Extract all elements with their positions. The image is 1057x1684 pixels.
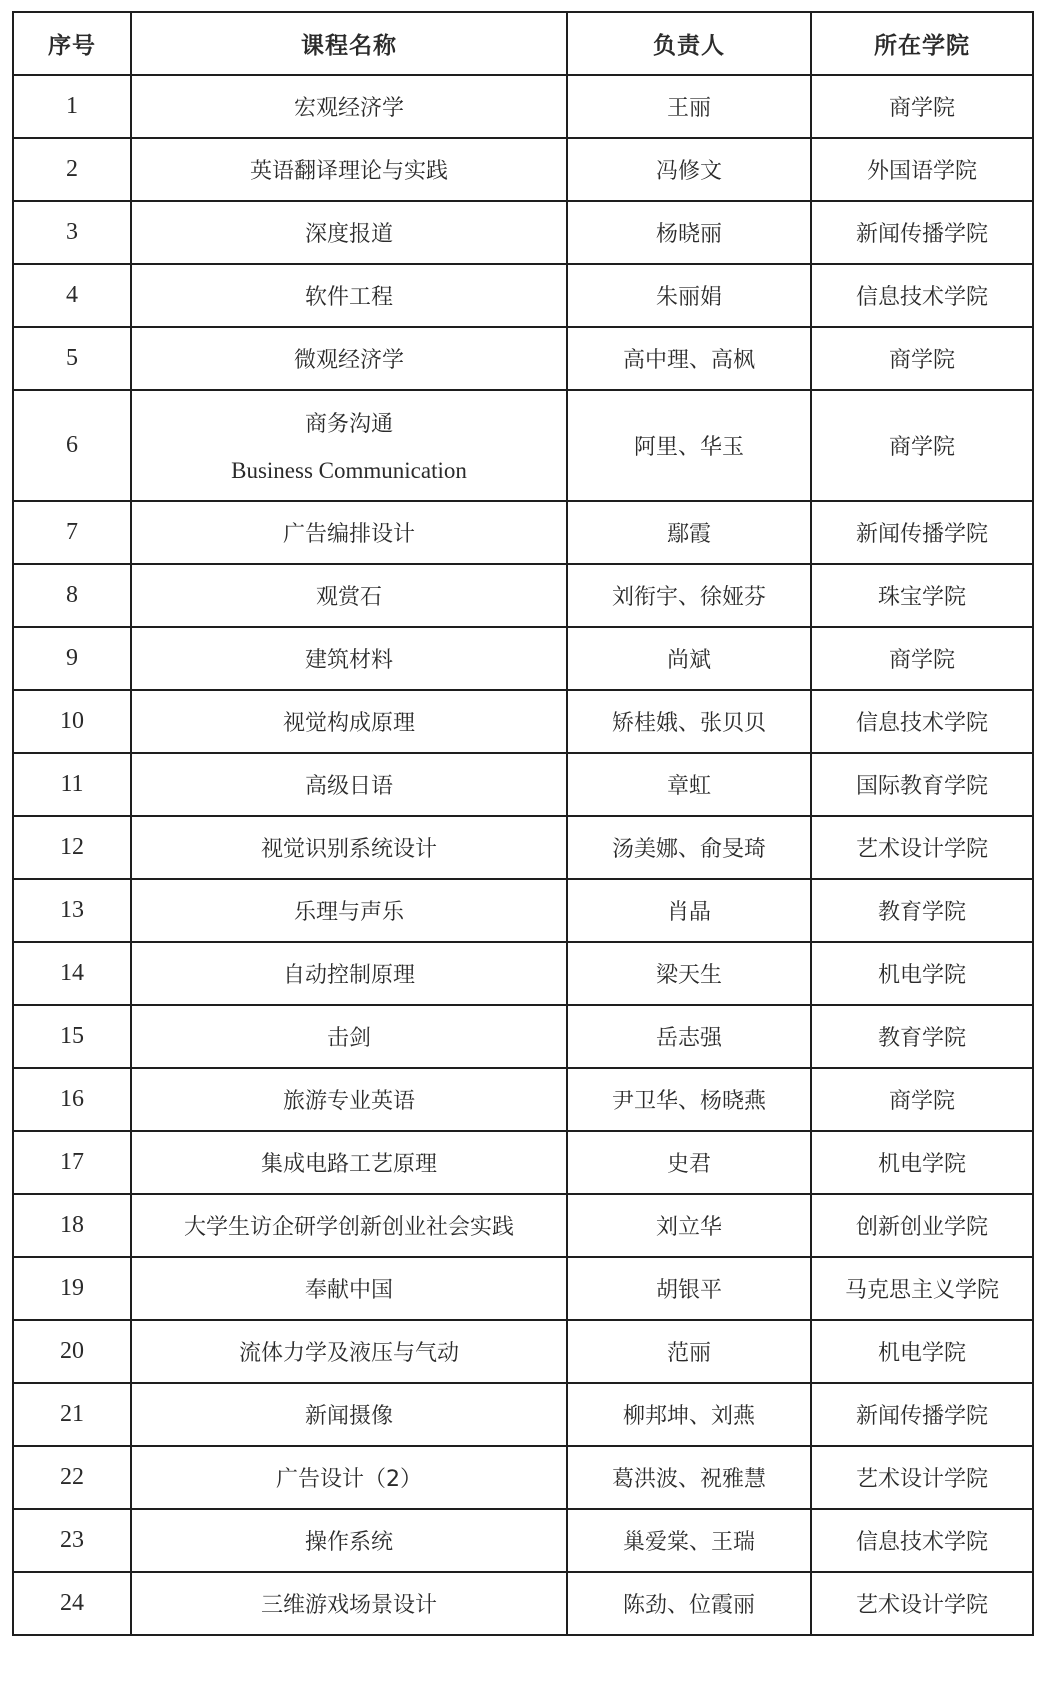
cell-course: 深度报道 bbox=[131, 201, 567, 264]
table-row bbox=[13, 1194, 1033, 1257]
table-row bbox=[13, 1509, 1033, 1572]
header-college: 所在学院 bbox=[811, 12, 1033, 75]
cell-college: 马克思主义学院 bbox=[811, 1257, 1033, 1320]
cell-no: 13 bbox=[13, 879, 131, 942]
cell-no: 5 bbox=[13, 327, 131, 390]
cell-lead: 胡银平 bbox=[567, 1257, 811, 1320]
table-row bbox=[13, 264, 1033, 327]
cell-college: 教育学院 bbox=[811, 1005, 1033, 1068]
cell-lead: 王丽 bbox=[567, 75, 811, 138]
table-row bbox=[13, 1257, 1033, 1320]
course-name-en: Business Communication bbox=[231, 458, 467, 483]
table-row bbox=[13, 942, 1033, 1005]
cell-college: 商学院 bbox=[811, 627, 1033, 690]
cell-course: 大学生访企研学创新创业社会实践 bbox=[131, 1194, 567, 1257]
cell-lead: 刘衔宇、徐娅芬 bbox=[567, 564, 811, 627]
cell-no: 15 bbox=[13, 1005, 131, 1068]
table-row bbox=[13, 1131, 1033, 1194]
table-row bbox=[13, 1383, 1033, 1446]
table-row bbox=[13, 1068, 1033, 1131]
cell-college: 信息技术学院 bbox=[811, 690, 1033, 753]
cell-course: 自动控制原理 bbox=[131, 942, 567, 1005]
cell-college: 信息技术学院 bbox=[811, 1509, 1033, 1572]
cell-college: 机电学院 bbox=[811, 1320, 1033, 1383]
table-row bbox=[13, 1446, 1033, 1509]
table-row bbox=[13, 327, 1033, 390]
cell-no: 14 bbox=[13, 942, 131, 1005]
table-row bbox=[13, 1005, 1033, 1068]
course-table-container bbox=[12, 11, 1034, 1636]
table-row bbox=[13, 390, 1033, 501]
table-row bbox=[13, 564, 1033, 627]
cell-lead: 章虹 bbox=[567, 753, 811, 816]
cell-course: 英语翻译理论与实践 bbox=[131, 138, 567, 201]
cell-college: 信息技术学院 bbox=[811, 264, 1033, 327]
table-body bbox=[13, 75, 1033, 1635]
cell-course: 视觉识别系统设计 bbox=[131, 816, 567, 879]
header-course: 课程名称 bbox=[131, 12, 567, 75]
header-no: 序号 bbox=[13, 12, 131, 75]
cell-no: 21 bbox=[13, 1383, 131, 1446]
cell-college: 商学院 bbox=[811, 390, 1033, 501]
table-row bbox=[13, 627, 1033, 690]
table-row bbox=[13, 753, 1033, 816]
cell-no: 1 bbox=[13, 75, 131, 138]
cell-lead: 冯修文 bbox=[567, 138, 811, 201]
cell-lead: 鄢霞 bbox=[567, 501, 811, 564]
course-name-zh: 商务沟通 bbox=[304, 412, 393, 437]
cell-no: 4 bbox=[13, 264, 131, 327]
table-row bbox=[13, 690, 1033, 753]
table-row bbox=[13, 75, 1033, 138]
cell-no: 24 bbox=[13, 1572, 131, 1635]
cell-no: 17 bbox=[13, 1131, 131, 1194]
cell-no: 2 bbox=[13, 138, 131, 201]
cell-lead: 刘立华 bbox=[567, 1194, 811, 1257]
cell-course: 广告编排设计 bbox=[131, 501, 567, 564]
cell-lead: 梁天生 bbox=[567, 942, 811, 1005]
cell-lead: 柳邦坤、刘燕 bbox=[567, 1383, 811, 1446]
cell-lead: 矫桂娥、张贝贝 bbox=[567, 690, 811, 753]
cell-no: 22 bbox=[13, 1446, 131, 1509]
cell-college: 新闻传播学院 bbox=[811, 1383, 1033, 1446]
cell-no: 11 bbox=[13, 753, 131, 816]
cell-course: 乐理与声乐 bbox=[131, 879, 567, 942]
cell-course: 流体力学及液压与气动 bbox=[131, 1320, 567, 1383]
cell-college: 艺术设计学院 bbox=[811, 1446, 1033, 1509]
cell-lead: 巢爱棠、王瑞 bbox=[567, 1509, 811, 1572]
cell-course: 高级日语 bbox=[131, 753, 567, 816]
cell-course: 宏观经济学 bbox=[131, 75, 567, 138]
cell-course: 软件工程 bbox=[131, 264, 567, 327]
cell-course bbox=[131, 390, 567, 501]
cell-no: 20 bbox=[13, 1320, 131, 1383]
cell-lead: 高中理、高枫 bbox=[567, 327, 811, 390]
cell-lead: 岳志强 bbox=[567, 1005, 811, 1068]
header-lead: 负责人 bbox=[567, 12, 811, 75]
cell-college: 新闻传播学院 bbox=[811, 501, 1033, 564]
cell-course: 击剑 bbox=[131, 1005, 567, 1068]
table-row bbox=[13, 501, 1033, 564]
cell-course: 微观经济学 bbox=[131, 327, 567, 390]
cell-course: 操作系统 bbox=[131, 1509, 567, 1572]
cell-no: 7 bbox=[13, 501, 131, 564]
cell-college: 新闻传播学院 bbox=[811, 201, 1033, 264]
cell-lead: 杨晓丽 bbox=[567, 201, 811, 264]
cell-no: 12 bbox=[13, 816, 131, 879]
cell-lead: 史君 bbox=[567, 1131, 811, 1194]
cell-no: 8 bbox=[13, 564, 131, 627]
course-table bbox=[12, 11, 1034, 1636]
cell-college: 国际教育学院 bbox=[811, 753, 1033, 816]
cell-college: 艺术设计学院 bbox=[811, 1572, 1033, 1635]
cell-no: 6 bbox=[13, 390, 131, 501]
table-header bbox=[13, 12, 1033, 75]
table-row bbox=[13, 1572, 1033, 1635]
cell-no: 10 bbox=[13, 690, 131, 753]
cell-no: 23 bbox=[13, 1509, 131, 1572]
cell-lead: 葛洪波、祝雅慧 bbox=[567, 1446, 811, 1509]
cell-no: 19 bbox=[13, 1257, 131, 1320]
cell-college: 机电学院 bbox=[811, 1131, 1033, 1194]
cell-college: 机电学院 bbox=[811, 942, 1033, 1005]
table-row bbox=[13, 816, 1033, 879]
cell-course: 集成电路工艺原理 bbox=[131, 1131, 567, 1194]
cell-college: 外国语学院 bbox=[811, 138, 1033, 201]
cell-course: 视觉构成原理 bbox=[131, 690, 567, 753]
cell-lead: 范丽 bbox=[567, 1320, 811, 1383]
cell-college: 珠宝学院 bbox=[811, 564, 1033, 627]
cell-lead: 陈劲、位霞丽 bbox=[567, 1572, 811, 1635]
cell-college: 教育学院 bbox=[811, 879, 1033, 942]
cell-course: 建筑材料 bbox=[131, 627, 567, 690]
cell-lead: 尹卫华、杨晓燕 bbox=[567, 1068, 811, 1131]
cell-lead: 朱丽娟 bbox=[567, 264, 811, 327]
cell-lead: 肖晶 bbox=[567, 879, 811, 942]
table-row bbox=[13, 201, 1033, 264]
cell-no: 9 bbox=[13, 627, 131, 690]
cell-college: 商学院 bbox=[811, 327, 1033, 390]
cell-lead: 尚斌 bbox=[567, 627, 811, 690]
cell-course: 新闻摄像 bbox=[131, 1383, 567, 1446]
cell-course: 广告设计（2） bbox=[131, 1446, 567, 1509]
cell-course: 三维游戏场景设计 bbox=[131, 1572, 567, 1635]
cell-lead: 阿里、华玉 bbox=[567, 390, 811, 501]
cell-college: 商学院 bbox=[811, 75, 1033, 138]
table-row bbox=[13, 879, 1033, 942]
header-row bbox=[13, 12, 1033, 75]
cell-course: 旅游专业英语 bbox=[131, 1068, 567, 1131]
cell-college: 创新创业学院 bbox=[811, 1194, 1033, 1257]
cell-lead: 汤美娜、俞旻琦 bbox=[567, 816, 811, 879]
table-row bbox=[13, 138, 1033, 201]
cell-college: 商学院 bbox=[811, 1068, 1033, 1131]
cell-no: 18 bbox=[13, 1194, 131, 1257]
cell-no: 3 bbox=[13, 201, 131, 264]
cell-no: 16 bbox=[13, 1068, 131, 1131]
cell-course: 观赏石 bbox=[131, 564, 567, 627]
cell-college: 艺术设计学院 bbox=[811, 816, 1033, 879]
cell-course: 奉献中国 bbox=[131, 1257, 567, 1320]
table-row bbox=[13, 1320, 1033, 1383]
